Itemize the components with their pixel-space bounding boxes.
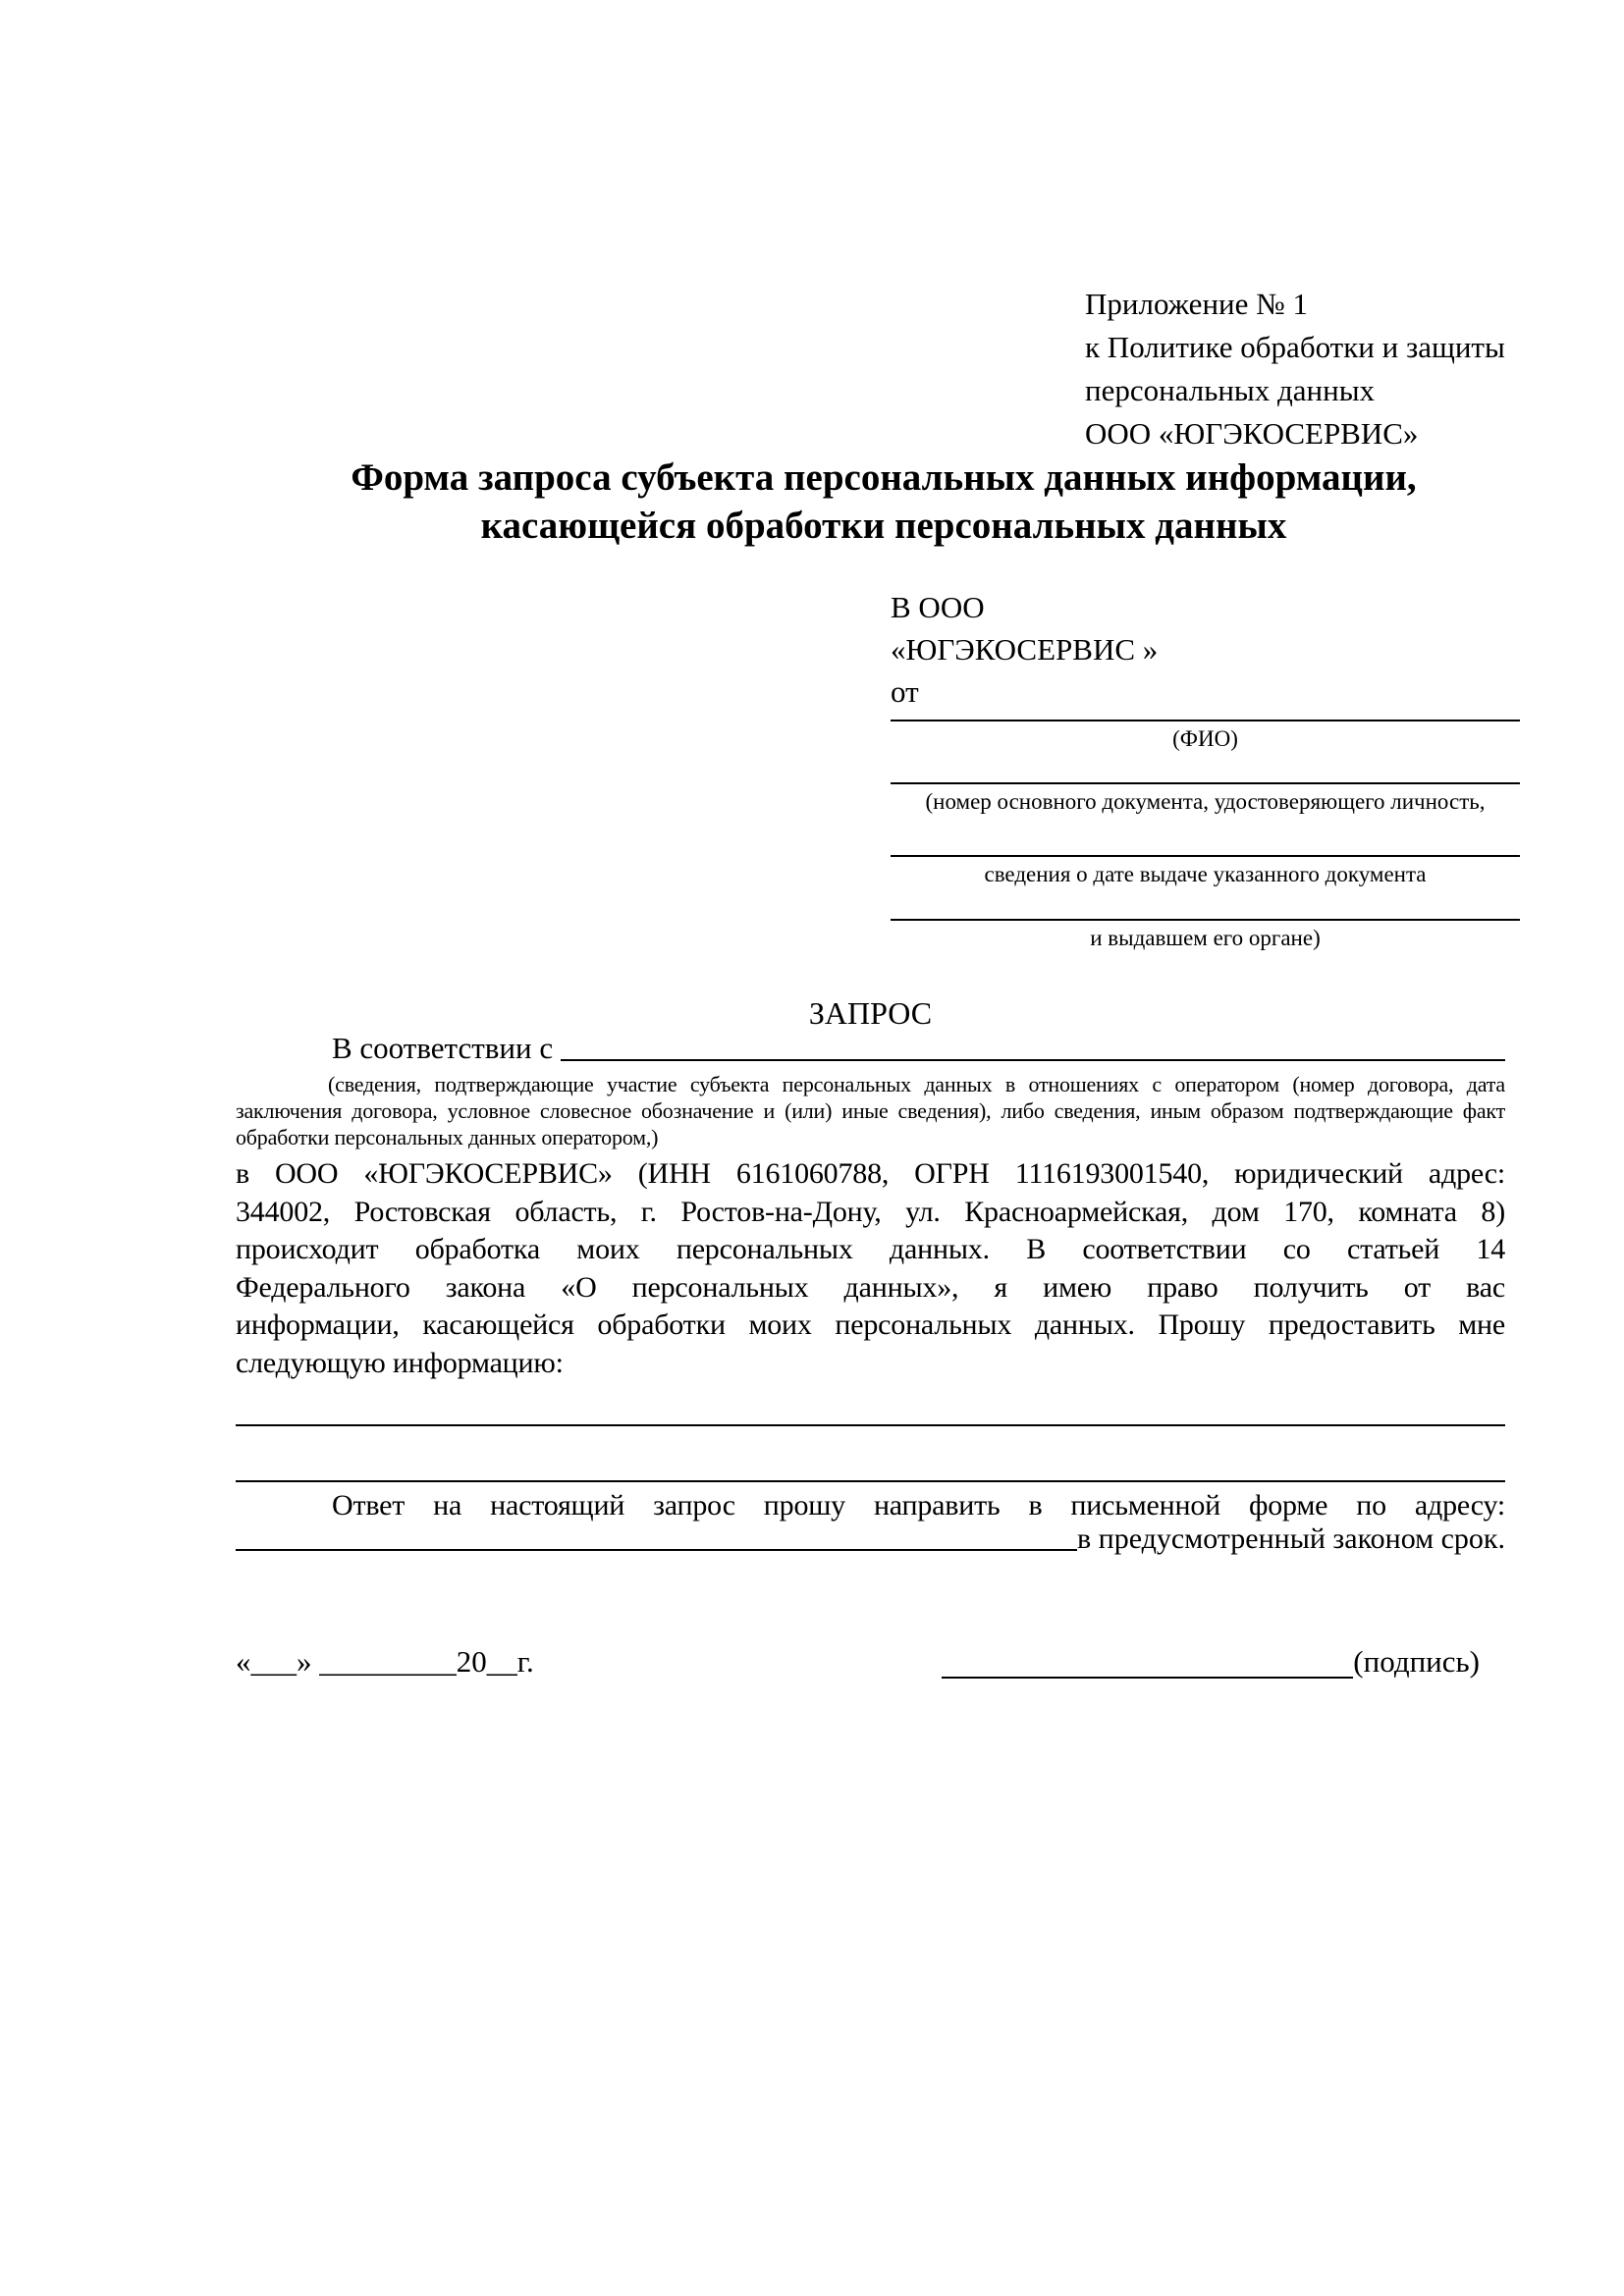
basis-caption-line: заключения договора, условное словесное обозначение и (или) иные сведения), либо сведения, иным образом подтверждающие факт [236,1098,1505,1123]
basis-lead-row [236,1031,1505,1066]
addressee-line: «ЮГЭКОСЕРВИС » [891,632,1159,667]
issue-date-caption: сведения о дате выдаче указанного документа [984,862,1427,886]
basis-caption-line: (сведения, подтверждающие участие субъекта персональных данных в отношениях с оператором (номер договора, дата [328,1072,1505,1096]
annex-line: Приложение № 1 [1085,287,1308,321]
document-number-field-line [891,782,1520,784]
info-blank-line-1 [236,1424,1505,1426]
footer-row [236,1644,1505,1679]
basis-caption-paragraph [236,1071,1505,1150]
response-address-text: Ответ на настоящий запрос прошу направить в письменной форме по адресу: [332,1489,1505,1522]
body-line: Федерального закона «О персональных данных», я имею право получить от вас [236,1270,1505,1304]
annex-line: персональных данных [1085,373,1376,407]
issue-date-field-line [891,855,1520,857]
fio-caption: (ФИО) [1172,726,1238,751]
body-line: в ООО «ЮГЭКОСЕРВИС» (ИНН 6161060788, ОГРН 1116193001540, юридический адрес: [236,1157,1505,1190]
addressee-line: от [891,674,919,709]
body-line: следующую информацию: [236,1346,564,1379]
body-line: происходит обработка моих персональных данных. В соответствии со статьей 14 [236,1233,1505,1265]
body-line: информации, касающейся обработки моих персональных данных. Прошу предоставить мне [236,1308,1505,1341]
address-field-line [236,1549,1077,1551]
info-blank-line-2 [236,1480,1505,1482]
issuing-authority-field-line [891,919,1520,921]
response-suffix-text: в предусмотренный законом срок. [1077,1522,1505,1555]
document-number-caption: (номер основного документа, удостоверяющего личность, [925,789,1486,814]
request-heading: ЗАПРОС [808,995,933,1031]
signature-block [942,1644,1480,1679]
basis-field-line [561,1031,1505,1061]
annex-block [1085,283,1505,455]
addressee-block [891,586,1158,713]
response-address-row [236,1522,1505,1556]
annex-line: к Политике обработки и защиты [1085,330,1505,364]
signature-line [942,1645,1353,1679]
addressee-line: В ООО [891,590,985,624]
form-title [244,454,1524,550]
signature-caption: (подпись) [1353,1644,1480,1679]
request-body-paragraph [236,1155,1505,1382]
form-title-line: Форма запроса субъекта персональных данных информации, [351,456,1417,499]
issuing-authority-caption: и выдавшем его органе) [1090,926,1321,950]
body-line: 344002, Ростовская область, г. Ростов-на-Дону, ул. Красноармейская, дом 170, комната 8) [236,1195,1505,1228]
fio-field-line [891,720,1520,721]
annex-line: ООО «ЮГЭКОСЕРВИС» [1085,416,1419,451]
date-field: «___» _________20__г. [236,1644,534,1679]
basis-caption-line: обработки персональных данных оператором,) [236,1125,659,1149]
basis-lead-text: В соответствии с [332,1031,561,1065]
form-title-line: касающейся обработки персональных данных [480,505,1287,547]
